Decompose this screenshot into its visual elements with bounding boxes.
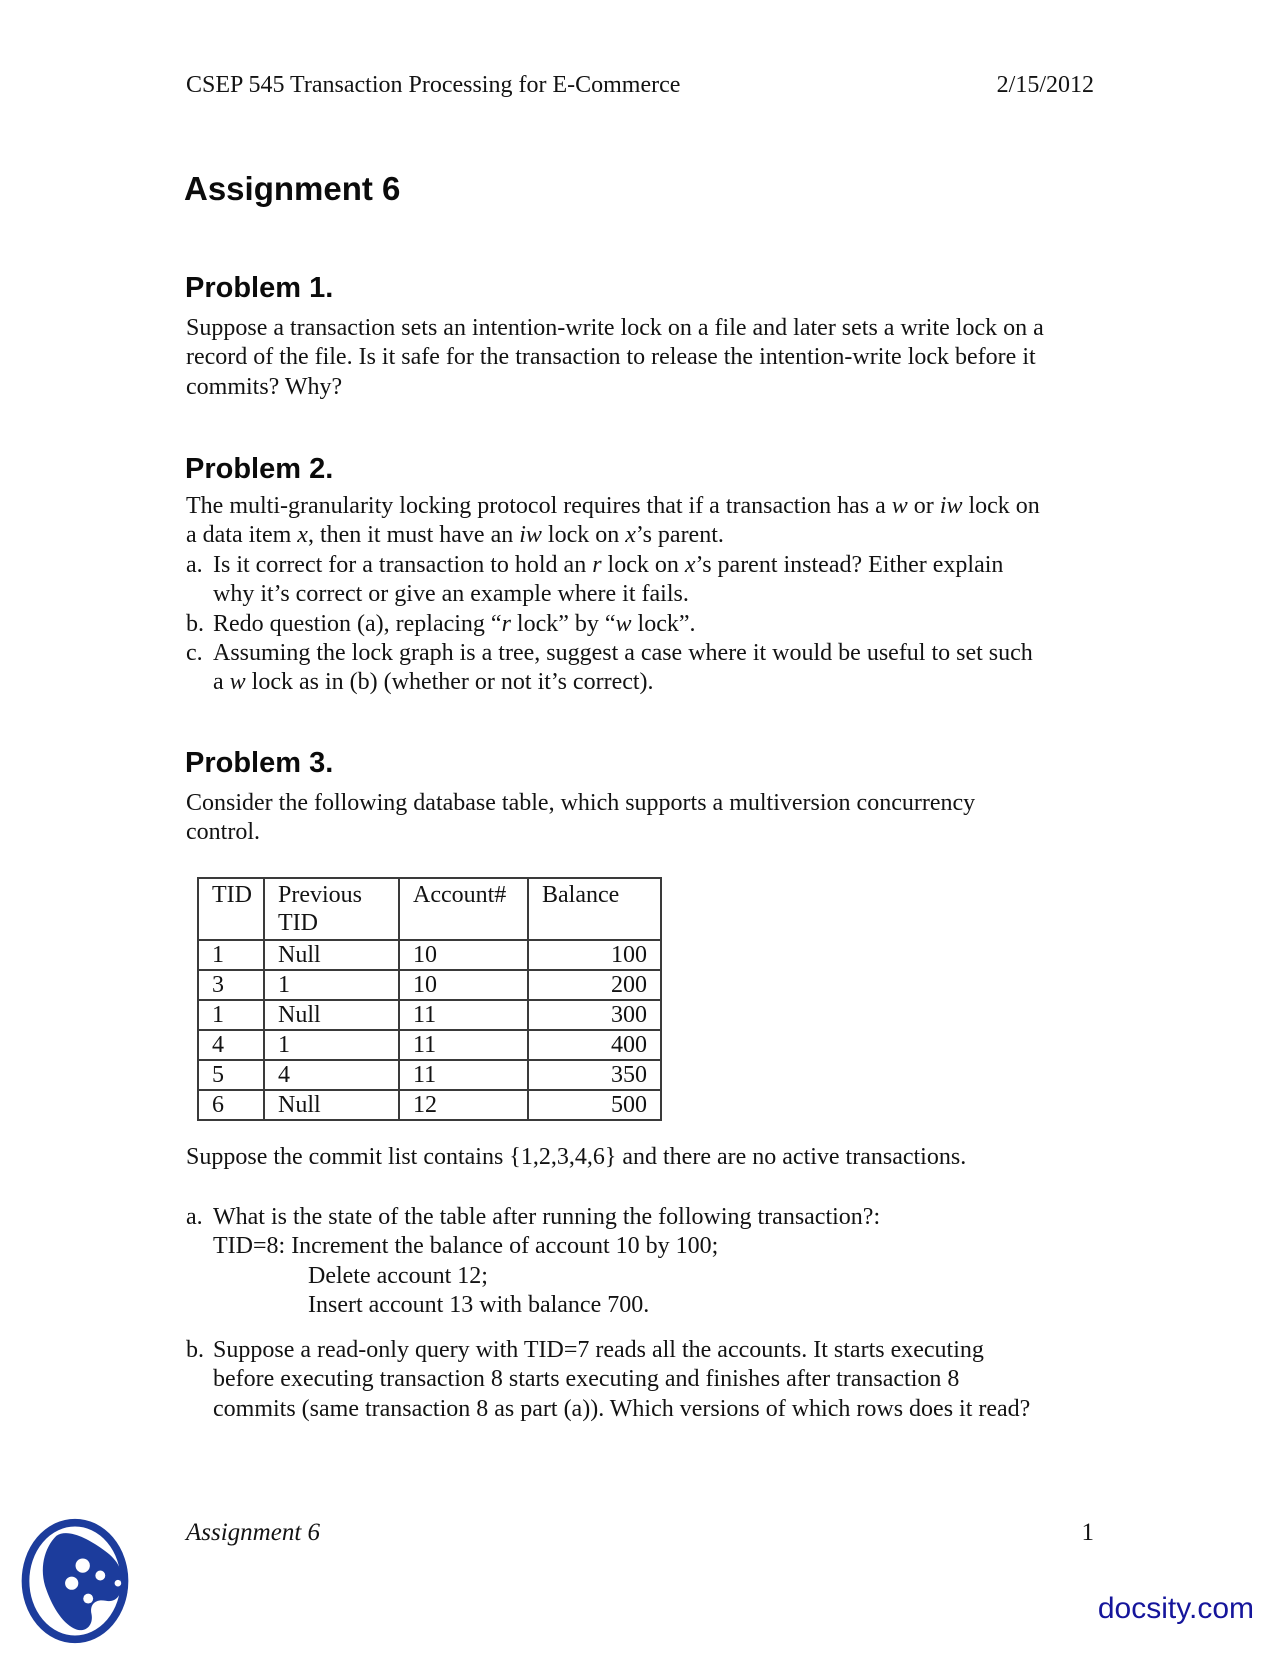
list-item-c [186,639,1130,698]
cell-tid: 6 [198,1090,264,1120]
cell-previous-tid: 4 [264,1060,399,1090]
list-item-line: Is it correct for a transaction to hold an r lock on x’s parent instead? Either explain [213,551,1004,578]
paragraph-line: control. [186,819,260,846]
paragraph-line: The multi-granularity locking protocol requires that if a transaction has a w or iw lock on [186,493,1040,519]
list-item-line: before executing transaction 8 starts executing and finishes after transaction 8 [213,1366,960,1393]
problem3-heading: Problem 3. [185,747,334,779]
list-item-line: commits (same transaction 8 as part (a)). Which versions of which rows does it read? [213,1395,1031,1422]
table-row [198,970,661,1000]
document-title: Assignment 6 [184,170,401,207]
cell-account: 11 [399,1030,528,1060]
cell-balance: 350 [528,1060,661,1090]
problem1-paragraph [186,314,1130,402]
problem2-heading: Problem 2. [185,453,334,485]
cell-previous-tid: Null [264,940,399,970]
column-header-previous-tid: Previous TID [264,878,399,940]
cell-previous-tid: Null [264,1090,399,1120]
list-marker: a. [186,551,203,578]
problem3-item-a [186,1203,1130,1321]
paragraph-line: a data item x, then it must have an iw lock on x’s parent. [186,522,724,549]
cell-balance: 200 [528,970,661,1000]
list-marker: b. [186,610,204,637]
list-item-line: a w lock as in (b) (whether or not it’s correct). [213,669,654,696]
multiversion-table [197,877,662,1121]
course-title: CSEP 545 Transaction Processing for E-Commerce [186,72,681,98]
cell-previous-tid: 1 [264,1030,399,1060]
cell-balance: 100 [528,940,661,970]
cell-tid: 5 [198,1060,264,1090]
cell-tid: 4 [198,1030,264,1060]
page-footer [186,1519,1094,1547]
list-item-b [186,610,1130,639]
cell-account: 10 [399,970,528,1000]
cell-balance: 400 [528,1030,661,1060]
problem3-item-b [186,1336,1130,1424]
list-item-line: What is the state of the table after running the following transaction?: [213,1204,881,1230]
column-header-balance: Balance [528,878,661,940]
list-item-line: Redo question (a), replacing “r lock” by “w lock”. [213,610,696,637]
transaction-step: Insert account 13 with balance 700. [308,1292,650,1319]
list-item-line: Suppose a read-only query with TID=7 reads all the accounts. It starts executing [213,1337,984,1363]
list-item-a [186,551,1130,610]
page-header [186,72,1094,99]
cell-account: 12 [399,1090,528,1120]
list-item-line: TID=8: Increment the balance of account 10 by 100; [213,1233,719,1260]
paragraph-line: record of the file. Is it safe for the transaction to release the intention-write lock before it [186,344,1036,371]
footer-title: Assignment 6 [186,1519,321,1546]
table-row [198,1090,661,1120]
column-header-account: Account# [399,878,528,940]
problem2-body [186,492,1130,698]
list-item-line: why it’s correct or give an example where it fails. [213,581,689,608]
list-item-line: Assuming the lock graph is a tree, suggest a case where it would be useful to set such [213,640,1033,667]
problem3-intro [186,789,1130,848]
list-marker: b. [186,1337,204,1363]
cell-previous-tid: Null [264,1000,399,1030]
cell-balance: 500 [528,1090,661,1120]
table-row [198,1000,661,1030]
problem1-heading: Problem 1. [185,272,334,304]
cell-tid: 3 [198,970,264,1000]
paragraph-line: commits? Why? [186,373,343,400]
commit-note: Suppose the commit list contains {1,2,3,4,6} and there are no active transactions. [186,1144,967,1170]
table-header-row [198,878,661,940]
docsity-link[interactable]: docsity.com [1097,1592,1254,1625]
cell-account: 10 [399,940,528,970]
page-number: 1 [1081,1519,1094,1546]
cell-tid: 1 [198,1000,264,1030]
docsity-logo-icon [20,1517,130,1645]
list-marker: a. [186,1204,203,1230]
header-date: 2/15/2012 [996,72,1094,98]
paragraph-line: Consider the following database table, which supports a multiversion concurrency [186,790,976,816]
list-marker: c. [186,640,203,667]
paragraph-line: Suppose a transaction sets an intention-write lock on a file and later sets a write lock on a [186,315,1044,341]
table-row [198,940,661,970]
cell-account: 11 [399,1000,528,1030]
transaction-step: Delete account 12; [308,1262,488,1289]
column-header-tid: TID [198,878,264,940]
cell-previous-tid: 1 [264,970,399,1000]
cell-balance: 300 [528,1000,661,1030]
cell-account: 11 [399,1060,528,1090]
cell-tid: 1 [198,940,264,970]
table-row [198,1030,661,1060]
table-row [198,1060,661,1090]
